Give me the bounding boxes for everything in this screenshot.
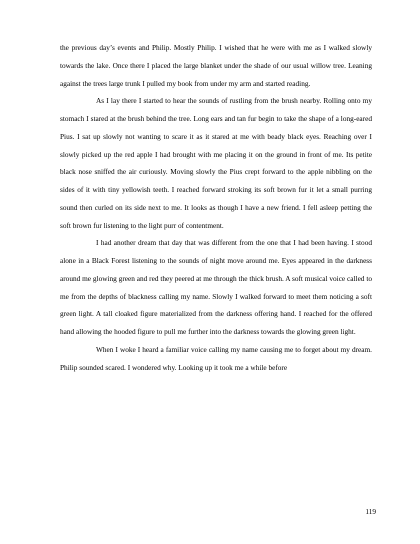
paragraph-4: When I woke I heard a familiar voice calling my name causing me to forget about my dream. Philip sounded scared. I wondered why. Looking up it took me a while before (60, 344, 372, 372)
paragraph-2: As I lay there I started to hear the sounds of rustling from the brush nearby. Rolling onto my stomach I stared at the brush behind the tree. Long ears and tan fur begin to take the shape of a long-eared Pius. I sat up slowly not wanting to scare it as it stared at me with beady black eyes. Reaching over I slowly picked up the red apple I had brought with me placing it on the ground in front of me. Its petite black nose sniffed the air curiously. Moving slowly the Pius crept forward to the apple nibbling on the sides of it with tiny yellowish teeth. I reached forward stroking its soft brown fur it let a small purring sound then curled on its side next to me. It looks as though I have a new friend. I fell asleep petting the soft brown fur listening to the light purr of contentment. (60, 96, 372, 230)
body-text (60, 39, 372, 376)
page-number: 119 (365, 507, 376, 516)
paragraph-1: the previous day’s events and Philip. Mostly Philip. I wished that he were with me as I walked slowly towards the lake. Once there I placed the large blanket under the shade of our usual willow tree. Leaning against the trees large trunk I pulled my book from under my arm and started reading. (60, 43, 372, 88)
paragraph-3: I had another dream that day that was different from the one that I had been having. I stood alone in a Black Forest listening to the sounds of night move around me. Eyes appeared in the darkness around me glowing green and red they peered at me through the thick brush. A soft musical voice called to me from the depths of blackness calling my name. Slowly I walked forward to meet them noticing a soft green light. A tall cloaked figure materialized from the darkness offering hand. I reached for the offered hand allowing the hooded figure to pull me further into the darkness towards the glowing green light. (60, 238, 372, 336)
